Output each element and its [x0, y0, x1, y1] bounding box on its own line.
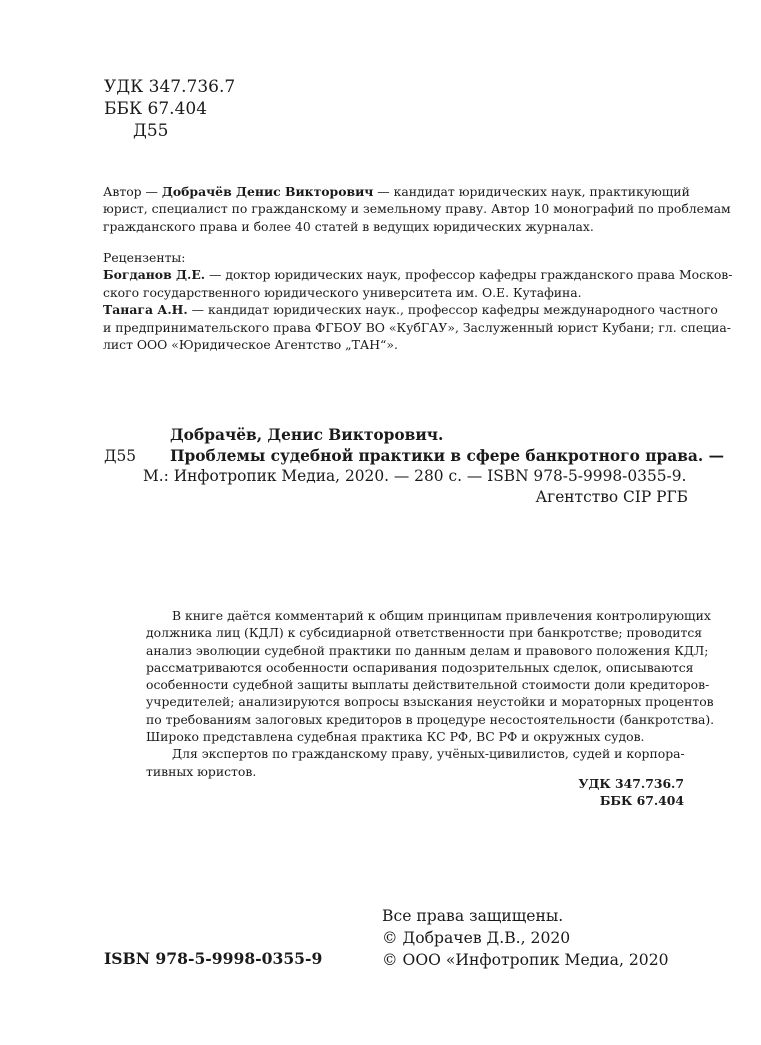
abstract-line: тивных юристов. [146, 763, 257, 779]
copyright-publisher: © ООО «Инфотропик Медиа, 2020 [382, 951, 669, 969]
classification-codes [104, 76, 235, 142]
abstract [146, 607, 715, 780]
author-info [103, 183, 731, 235]
abstract-line: Для экспертов по гражданскому праву, учёных-цивилистов, судей и корпора- [172, 746, 685, 762]
abstract-line: рассматриваются особенности оспаривания подозрительных сделок, описываются [146, 659, 694, 675]
reviewer-line: и предпринимательского права ФГБОУ ВО «КубГАУ», Заслуженный юрист Кубани; гл. специа- [103, 319, 731, 335]
abstract-codes [566, 775, 684, 810]
reviewer-line: лист ООО «Юридическое Агентство „ТАН“». [103, 337, 398, 353]
reviewer-line: Богданов Д.Е. — доктор юридических наук, профессор кафедры гражданского права Москов- [103, 267, 733, 283]
udk-code: УДК 347.736.7 [104, 77, 236, 97]
abstract-line: учредителей; анализируются вопросы взыскания неустойки и мораторных процентов [146, 694, 714, 710]
catalog-title: Проблемы судебной практики в сфере банкротного права. — [170, 446, 724, 465]
abstract-line: В книге даётся комментарий к общим принципам привлечения контролирующих [172, 608, 711, 623]
author-line: Автор — Добрачёв Денис Викторович — кандидат юридических наук, практикующий [103, 184, 690, 199]
abstract-line: анализ эволюции судебной практики по данным делам и правового положения КДЛ; [146, 642, 709, 658]
reviewer-line: ского государственного юридического университета им. О.Е. Кутафина. [103, 284, 582, 300]
abstract-line: Широко представлена судебная практика КС РФ, ВС РФ и окружных судов. [146, 729, 645, 745]
isbn: ISBN 978-5-9998-0355-9 [104, 949, 323, 968]
reviewer-name: Танага А.Н. [103, 302, 188, 318]
catalog-record [104, 425, 724, 507]
reviewer-name: Богданов Д.Е. [103, 267, 206, 283]
abstract-line: по требованиям залоговых кредиторов в процедуре несостоятельности (банкротства). [146, 711, 715, 727]
abstract-bbk: ББК 67.404 [599, 793, 684, 809]
reviewers-heading: Рецензенты: [103, 250, 186, 265]
reviewer-line: Танага А.Н. — кандидат юридических наук., профессор кафедры международного частного [103, 302, 718, 318]
catalog-imprint: М.: Инфотропик Медиа, 2020. — 280 с. — ISBN 978-5-9998-0355-9. [143, 467, 687, 485]
author-mark: Д55 [133, 121, 169, 141]
author-name: Добрачёв Денис Викторович [161, 184, 374, 199]
rights-block [382, 905, 669, 971]
bbk-code: ББК 67.404 [104, 99, 208, 119]
reviewers [103, 249, 733, 353]
abstract-line: особенности судебной защиты выплаты действительной стоимости доли кредиторов- [146, 677, 710, 693]
author-line: гражданского права и более 40 статей в ведущих юридических журналах. [103, 218, 594, 234]
catalog-author: Добрачёв, Денис Викторович. [170, 426, 444, 444]
catalog-agency: Агентство CIP РГБ [535, 487, 688, 506]
rights-reserved: Все права защищены. [382, 907, 564, 925]
copyright-author: © Добрачев Д.В., 2020 [382, 929, 571, 947]
abstract-line: должника лиц (КДЛ) к субсидиарной ответственности при банкротстве; проводится [146, 625, 703, 641]
abstract-udk: УДК 347.736.7 [578, 776, 684, 791]
catalog-author-mark: Д55 [104, 446, 137, 465]
author-line: юрист, специалист по гражданскому и земельному праву. Автор 10 монографий по проблемам [103, 201, 731, 217]
